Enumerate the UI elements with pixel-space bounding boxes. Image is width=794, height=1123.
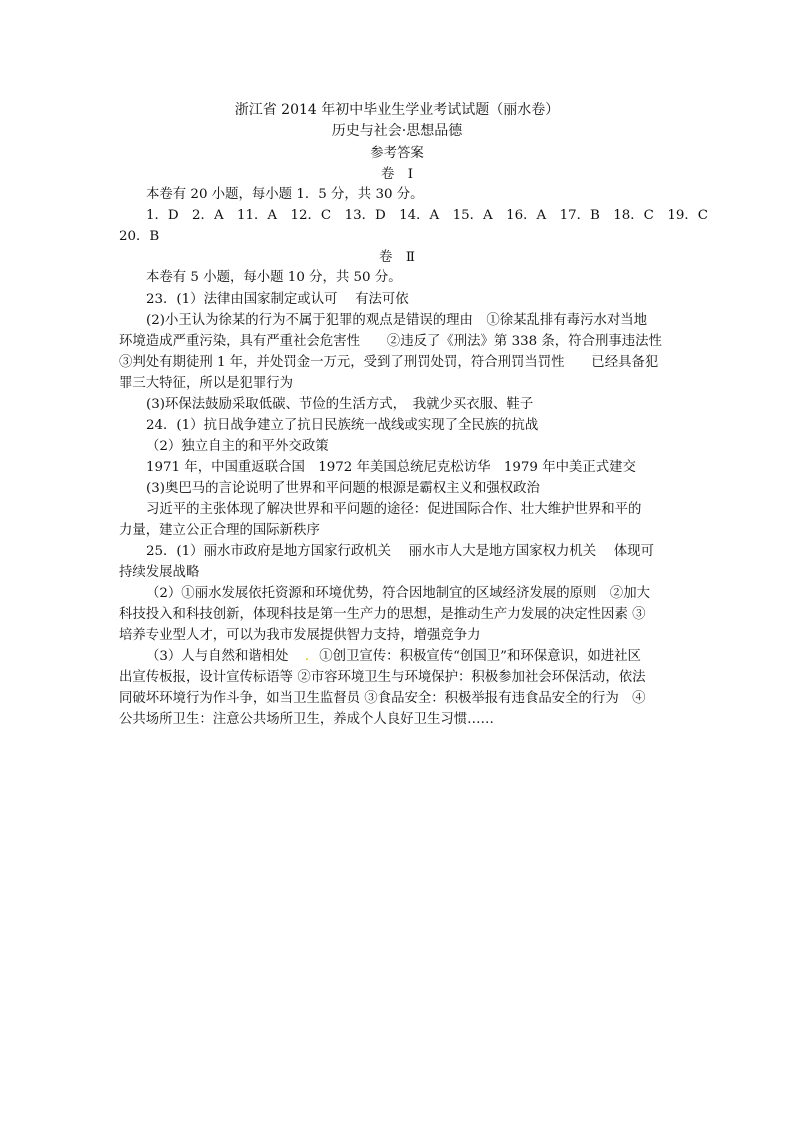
part2-intro: 本卷有 5 小题，每小题 10 分，共 50 分。 [146,270,402,285]
margin-mark: . [304,649,309,664]
part1-intro: 本卷有 20 小题，每小题 1．5 分，共 30 分。 [146,187,424,202]
q24-answer-2: （2）独立自主的和平外交政策 [146,439,329,454]
q25-answer-3-line3: 同破坏环境行为作斗争，如当卫生监督员 ③食品安全：积极举报有违食品安全的行为 ④ [119,691,646,706]
q25-answer-1-line2: 持续发展战略 [119,565,200,580]
q24-answer-3-line3: 力量，建立公正合理的国际新秩序 [119,523,320,538]
q23-answer-1: 23．(1）法律由国家制定或认可 有法可依 [146,292,409,307]
part1-heading: 卷 Ⅰ [380,167,414,182]
q23-answer-2-line3: ③判处有期徒刑 1 年，并处罚金一万元，受到了刑罚处罚，符合刑罚当罚性 已经具备犯 [119,355,659,370]
part2-heading: 卷 Ⅱ [379,250,415,265]
q24-answer-3-line2: 习近平的主张体现了解决世界和平问题的途径：促进国际合作、壮大维护世界和平的 [146,502,642,517]
q24-answer-3: (3)奥巴马的言论说明了世界和平问题的根源是霸权主义和强权政治 [146,481,540,496]
answers-label: 参考答案 [370,146,424,161]
q25-answer-2-line1: （2）①丽水发展依托资源和环境优势，符合因地制宜的区域经济发展的原则 ②加大 [146,586,650,601]
q25-answer-2-line2: 科技投入和科技创新，体现科技是第一生产力的思想，是推动生产力发展的决定性因素 ③ [119,607,646,622]
q25-answer-1-line1: 25．(1）丽水市政府是地方国家行政机关 丽水市人大是地方国家权力机关 体现可 [146,544,654,559]
exam-subtitle: 历史与社会·思想品德 [331,123,463,139]
q23-answer-2-line1: (2)小王认为徐某的行为不属于犯罪的观点是错误的理由 ①徐某乱排有毒污水对当地 [146,313,648,328]
q25-answer-3-theme: （3）人与自然和谐相处 [146,649,289,664]
q25-answer-3-line2: 出宣传板报，设计宣传标语等 ②市容环境卫生与环境保护：积极参加社会环保活动，依法 [119,670,646,685]
q25-answer-3-line1 [146,645,641,664]
exam-title: 浙江省 2014 年初中毕业生学业考试试题（丽水卷） [234,102,560,118]
q24-answer-1: 24．(1）抗日战争建立了抗日民族统一战线或实现了全民族的抗战 [146,418,539,433]
q23-answer-3: (3)环保法鼓励采取低碳、节俭的生活方式， 我就少买衣服、鞋子 [146,397,534,412]
part1-answers-line1: 1．D 2．A 11．A 12．C 13．D 14．A 15．A 16．A 17．B 18．C 19．C [146,208,708,223]
q23-answer-2-line2: 环境造成严重污染，具有严重社会危害性 ②违反了《刑法》第 338 条，符合刑事违法性 [119,334,662,349]
q25-answer-3-item1: ①创卫宣传：积极宣传“创国卫”和环保意识，如进社区 [319,649,641,664]
q25-answer-3-line4: 公共场所卫生：注意公共场所卫生，养成个人良好卫生习惯…… [119,712,494,727]
q23-answer-2-line4: 罪三大特征，所以是犯罪行为 [119,376,294,391]
part1-answers-line2: 20．B [119,229,160,244]
q24-answer-2-detail: 1971 年，中国重返联合国 1972 年美国总统尼克松访华 1979 年中美正式建交 [146,460,636,475]
q25-answer-2-line3: 培养专业型人才，可以为我市发展提供智力支持，增强竞争力 [119,628,481,643]
